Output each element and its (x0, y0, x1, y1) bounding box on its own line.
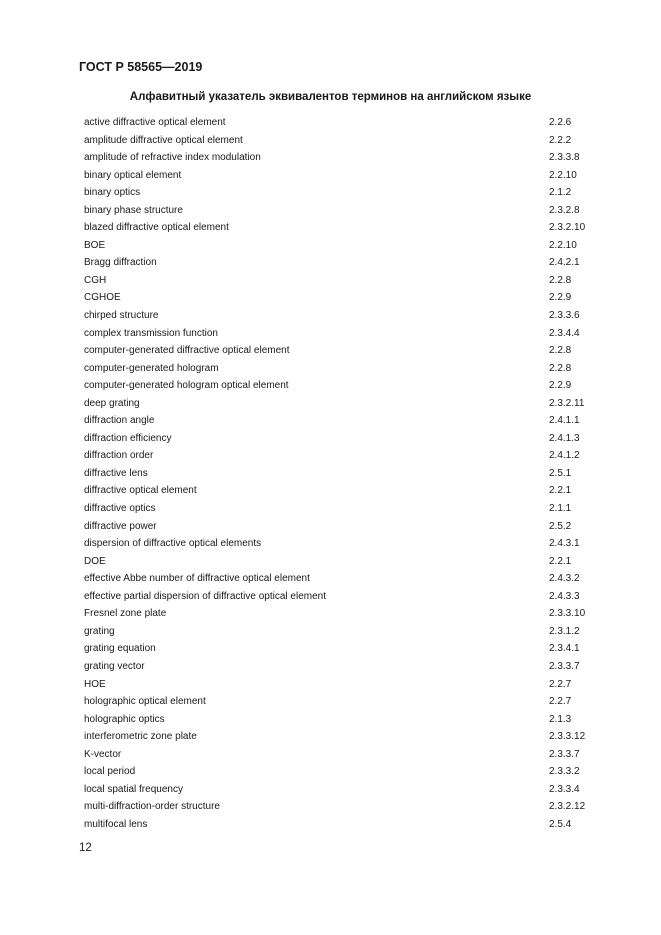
index-row (84, 430, 604, 448)
index-row (84, 325, 604, 343)
index-term: Fresnel zone plate (84, 608, 167, 620)
index-row (84, 289, 604, 307)
index-row (84, 202, 604, 220)
index-reference: 2.3.3.4 (549, 783, 580, 795)
index-term: computer-generated diffractive optical element (84, 345, 290, 357)
index-reference: 2.3.2.10 (549, 222, 586, 234)
index-reference: 2.2.9 (549, 292, 572, 304)
index-row (84, 377, 604, 395)
index-term: diffraction angle (84, 415, 155, 427)
index-reference: 2.3.2.11 (549, 397, 585, 409)
index-term: dispersion of diffractive optical elements (84, 538, 262, 550)
index-term: blazed diffractive optical element (84, 222, 229, 234)
index-reference: 2.3.3.12 (549, 731, 586, 743)
index-reference: 2.4.3.2 (549, 573, 580, 585)
index-term: holographic optics (84, 713, 165, 725)
index-reference: 2.1.2 (549, 187, 572, 199)
index-term: Bragg diffraction (84, 257, 157, 269)
index-reference: 2.2.2 (549, 134, 572, 146)
index-term: chirped structure (84, 310, 159, 322)
index-row (84, 711, 604, 729)
index-term: deep grating (84, 397, 140, 409)
index-term: grating equation (84, 643, 156, 655)
index-reference: 2.1.3 (549, 713, 572, 725)
index-row (84, 798, 604, 816)
index-reference: 2.2.1 (549, 555, 572, 567)
index-reference: 2.2.6 (549, 117, 572, 128)
index-term: binary phase structure (84, 204, 183, 216)
index-row (84, 132, 604, 150)
index-term: diffractive optics (84, 503, 156, 515)
index-row (84, 676, 604, 694)
index-row (84, 588, 604, 606)
index-row (84, 500, 604, 518)
index-term: CGH (84, 274, 107, 286)
index-term: active diffractive optical element (84, 117, 226, 128)
index-row (84, 570, 604, 588)
index-term: interferometric zone plate (84, 731, 197, 743)
index-term: local period (84, 766, 136, 778)
index-term: diffractive power (84, 520, 157, 532)
index-row (84, 465, 604, 483)
document-id: ГОСТ Р 58565—2019 (79, 60, 203, 74)
index-term: diffraction order (84, 450, 154, 462)
index-term: HOE (84, 678, 106, 690)
index-reference: 2.3.3.6 (549, 310, 580, 322)
index-term: BOE (84, 239, 106, 251)
index-reference: 2.4.2.1 (549, 257, 580, 269)
index-row (84, 535, 604, 553)
index-term: multi-diffraction-order structure (84, 801, 220, 813)
index-reference: 2.2.9 (549, 380, 572, 392)
index-term: CGHOE (84, 292, 121, 304)
index-reference: 2.4.1.2 (549, 450, 580, 462)
index-reference: 2.3.4.4 (549, 327, 580, 339)
index-reference: 2.2.10 (549, 169, 577, 181)
term-index-list (84, 114, 604, 833)
index-row (84, 184, 604, 202)
index-term: local spatial frequency (84, 783, 183, 795)
index-reference: 2.5.4 (549, 818, 572, 830)
index-row (84, 746, 604, 764)
index-term: diffractive optical element (84, 485, 197, 497)
index-row (84, 360, 604, 378)
index-term: computer-generated hologram (84, 362, 219, 374)
index-reference: 2.2.7 (549, 678, 572, 690)
index-reference: 2.3.3.2 (549, 766, 580, 778)
index-row (84, 254, 604, 272)
index-reference: 2.4.1.1 (549, 415, 580, 427)
index-term: diffractive lens (84, 467, 148, 479)
index-term: K-vector (84, 748, 122, 760)
index-term: grating (84, 625, 115, 637)
index-row (84, 693, 604, 711)
index-reference: 2.2.7 (549, 696, 572, 708)
index-reference: 2.3.3.7 (549, 748, 580, 760)
index-reference: 2.3.3.7 (549, 660, 580, 672)
index-row (84, 342, 604, 360)
index-row (84, 395, 604, 413)
index-term: effective Abbe number of diffractive optical element (84, 573, 310, 585)
index-row (84, 640, 604, 658)
index-row (84, 167, 604, 185)
index-row (84, 114, 604, 132)
page-number: 12 (79, 842, 92, 854)
index-reference: 2.4.1.3 (549, 432, 580, 444)
index-reference: 2.4.3.1 (549, 538, 580, 550)
index-reference: 2.4.3.3 (549, 590, 580, 602)
index-term: multifocal lens (84, 818, 148, 830)
index-reference: 2.5.2 (549, 520, 572, 532)
index-term: complex transmission function (84, 327, 218, 339)
index-reference: 2.5.1 (549, 467, 572, 479)
index-reference: 2.2.8 (549, 274, 572, 286)
index-reference: 2.3.4.1 (549, 643, 580, 655)
index-row (84, 781, 604, 799)
index-reference: 2.3.2.12 (549, 801, 586, 813)
index-row (84, 763, 604, 781)
index-term: amplitude of refractive index modulation (84, 152, 261, 164)
index-term: binary optical element (84, 169, 182, 181)
index-term: DOE (84, 555, 106, 567)
index-reference: 2.3.1.2 (549, 625, 580, 637)
index-row (84, 149, 604, 167)
index-term: computer-generated hologram optical element (84, 380, 289, 392)
index-row (84, 307, 604, 325)
index-reference: 2.3.2.8 (549, 204, 580, 216)
index-term: grating vector (84, 660, 145, 672)
index-term: diffraction efficiency (84, 432, 172, 444)
index-reference: 2.2.8 (549, 345, 572, 357)
index-row (84, 219, 604, 237)
index-reference: 2.1.1 (549, 503, 572, 515)
index-term: effective partial dispersion of diffractive optical element (84, 590, 326, 602)
index-row (84, 605, 604, 623)
index-reference: 2.2.8 (549, 362, 572, 374)
index-reference: 2.2.10 (549, 239, 577, 251)
index-row (84, 728, 604, 746)
index-row (84, 623, 604, 641)
index-row (84, 553, 604, 571)
index-row (84, 518, 604, 536)
index-reference: 2.2.1 (549, 485, 572, 497)
index-row (84, 447, 604, 465)
index-row (84, 816, 604, 834)
index-term: binary optics (84, 187, 141, 199)
index-reference: 2.3.3.10 (549, 608, 586, 620)
index-row (84, 237, 604, 255)
index-term: holographic optical element (84, 696, 206, 708)
page-title: Алфавитный указатель эквивалентов терминов на английском языке (129, 91, 532, 103)
index-row (84, 482, 604, 500)
index-term: amplitude diffractive optical element (84, 134, 243, 146)
index-row (84, 412, 604, 430)
index-row (84, 272, 604, 290)
index-row (84, 658, 604, 676)
index-reference: 2.3.3.8 (549, 152, 580, 164)
